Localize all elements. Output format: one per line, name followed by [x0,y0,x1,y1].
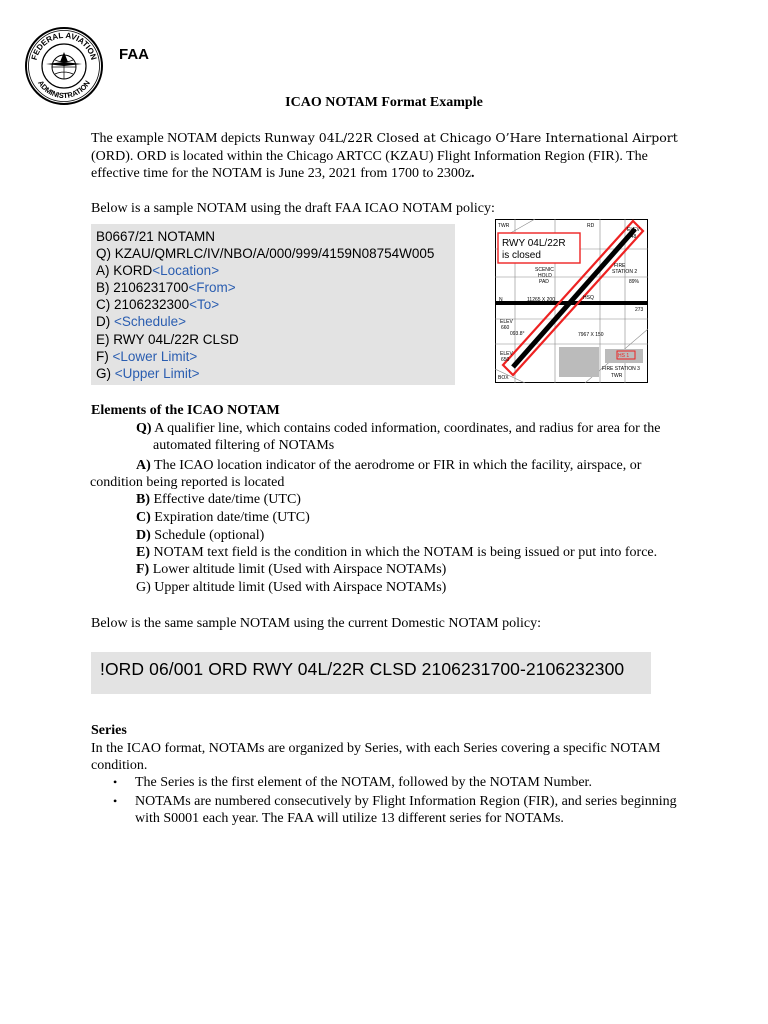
diagram-label: 093.8° [510,331,525,337]
notam-line [96,365,455,382]
notam-placeholder: <Upper Limit> [114,365,200,381]
notam-line-text: D) [96,314,114,330]
elements-title: Elements of the ICAO NOTAM [91,403,280,418]
domestic-intro-text: Below is the same sample NOTAM using the current Domestic NOTAM policy: [91,616,541,631]
element-text: condition being reported is located [90,475,285,490]
domestic-intro-line [91,616,541,632]
notam-line [96,262,455,279]
document-title: ICAO NOTAM Format Example [285,95,483,110]
diagram-label: 650 [501,357,510,363]
diagram-label: 660 [501,325,510,331]
notam-placeholder: <From> [188,280,236,296]
element-key: D) [136,528,151,543]
bullet-glyph: • [113,794,118,808]
notam-line-text: A) KORD [96,263,153,279]
element-description [136,561,716,578]
element-text: Effective date/time (UTC) [150,492,301,507]
notam-line-text: B) 2106231700 [96,280,189,296]
diagram-label: RD [587,223,595,229]
series-bullet-text: NOTAMs are numbered consecutively by Flight Information Region (FIR), and series beginning with S0001 each year. The FAA will utilize 13 different series for NOTAMs. [135,794,677,826]
notam-line [96,245,455,262]
element-key: C) [136,510,151,525]
diagram-label: BOX [498,375,509,381]
element-description [90,474,670,491]
element-text: Schedule (optional) [150,528,265,543]
element-description [136,457,716,474]
element-text: G) Upper altitude limit (Used with Airspace NOTAMs) [136,580,447,595]
callout-line-2: is closed [502,250,541,261]
element-description [136,509,716,526]
notam-line-text: B0667/21 NOTAMN [96,229,216,244]
element-key: Q) [136,421,152,436]
notam-line [96,228,455,245]
notam-line [96,313,455,330]
notam-line-text: Q) KZAU/QMRLC/IV/NBO/A/000/999/4159N08754W005 [96,246,435,262]
diagram-label: ELEV [500,319,513,325]
notam-line [96,348,455,365]
notam-line-text: E) RWY 04L/22R CLSD [96,331,239,347]
element-text: Lower altitude limit (Used with Airspace NOTAMs) [149,562,447,577]
diagram-label: 648 [628,234,637,240]
diagram-label: TWR [611,373,623,379]
element-description [153,437,733,454]
callout-line-1: RWY 04L/22R [502,238,566,249]
element-text: NOTAM text field is the condition in which the NOTAM is being issued or put into force. [150,545,658,560]
diagram-label: 11265 X 200 [527,297,555,303]
diagram-label: ELEV [627,227,640,233]
diagram-label: TWR [498,223,510,229]
airport-diagram [495,219,648,383]
element-description [136,420,716,437]
svg-text:FEDERAL AVIATION: FEDERAL AVIATION [29,30,99,62]
diagram-label: FIRE [614,263,626,269]
diagram-label: 7967 X 150 [578,332,604,338]
series-bullet-text: The Series is the first element of the NOTAM, followed by the NOTAM Number. [135,775,592,790]
notam-line [96,331,455,348]
element-description [136,579,716,596]
diagram-label: N [499,297,503,303]
intro-paragraph [91,129,691,183]
diagram-label: 273 [635,307,644,313]
notam-placeholder: <Lower Limit> [112,348,198,364]
element-description [136,544,716,561]
notam-placeholder: <Location> [152,263,220,279]
icao-intro-text: Below is a sample NOTAM using the draft FAA ICAO NOTAM policy: [91,201,495,216]
domestic-notam-box [91,652,651,694]
series-title: Series [91,723,127,738]
notam-line [96,296,455,313]
icao-notam-box [91,224,455,385]
diagram-label: STATION 2 [612,269,638,275]
notam-placeholder: <Schedule> [114,314,187,330]
notam-placeholder: <To> [189,297,220,313]
element-description [136,527,716,544]
diagram-label: SCENIC [535,267,554,273]
notam-line-text: F) [96,348,113,364]
element-text: The ICAO location indicator of the aerodrome or FIR in which the facility, airspace, or [150,458,642,473]
element-text: Expiration date/time (UTC) [150,510,310,525]
svg-text:ADMINISTRATION: ADMINISTRATION [36,78,92,101]
faa-seal-logo [24,26,104,106]
element-key: A) [136,458,151,473]
faa-label: FAA [119,46,149,63]
element-key: E) [136,545,150,560]
intro-text-3: . [471,166,475,181]
diagram-label: HOLD [538,273,552,279]
bullet-glyph: • [113,775,118,789]
element-key: F) [136,562,150,577]
element-text: automated filtering of NOTAMs [153,438,335,453]
element-description [136,491,716,508]
diagram-label: HS 1 [618,353,630,359]
icao-intro-line [91,201,495,217]
diagram-label: HSQ [583,295,594,301]
intro-highlight: Runway 04L/22R Closed at Chicago O’Hare International Airport [264,130,678,145]
intro-text-2: (ORD). ORD is located within the Chicago ARTCC (KZAU) Flight Information Region (FIR). The effective time for the NOTAM is June 23, 2021 from 1700 to 2300z [91,148,648,181]
notam-line-text: G) [96,365,115,381]
element-text: A qualifier line, which contains coded information, coordinates, and radius for area for the [151,421,661,436]
notam-line [96,279,455,296]
domestic-notam-text: !ORD 06/001 ORD RWY 04L/22R CLSD 2106231700-2106232300 [100,659,625,679]
diagram-label: FIRE STATION 3 [602,366,640,372]
series-paragraph: In the ICAO format, NOTAMs are organized by Series, with each Series covering a specific NOTAM condition. [91,741,661,773]
diagram-label: ELEV [500,351,513,357]
diagram-label: PAD [539,279,549,285]
diagram-label: 89% [629,279,640,285]
element-key: B) [136,492,150,507]
notam-line-text: C) 2106232300 [96,297,190,313]
intro-text-1: The example NOTAM depicts [91,131,265,146]
